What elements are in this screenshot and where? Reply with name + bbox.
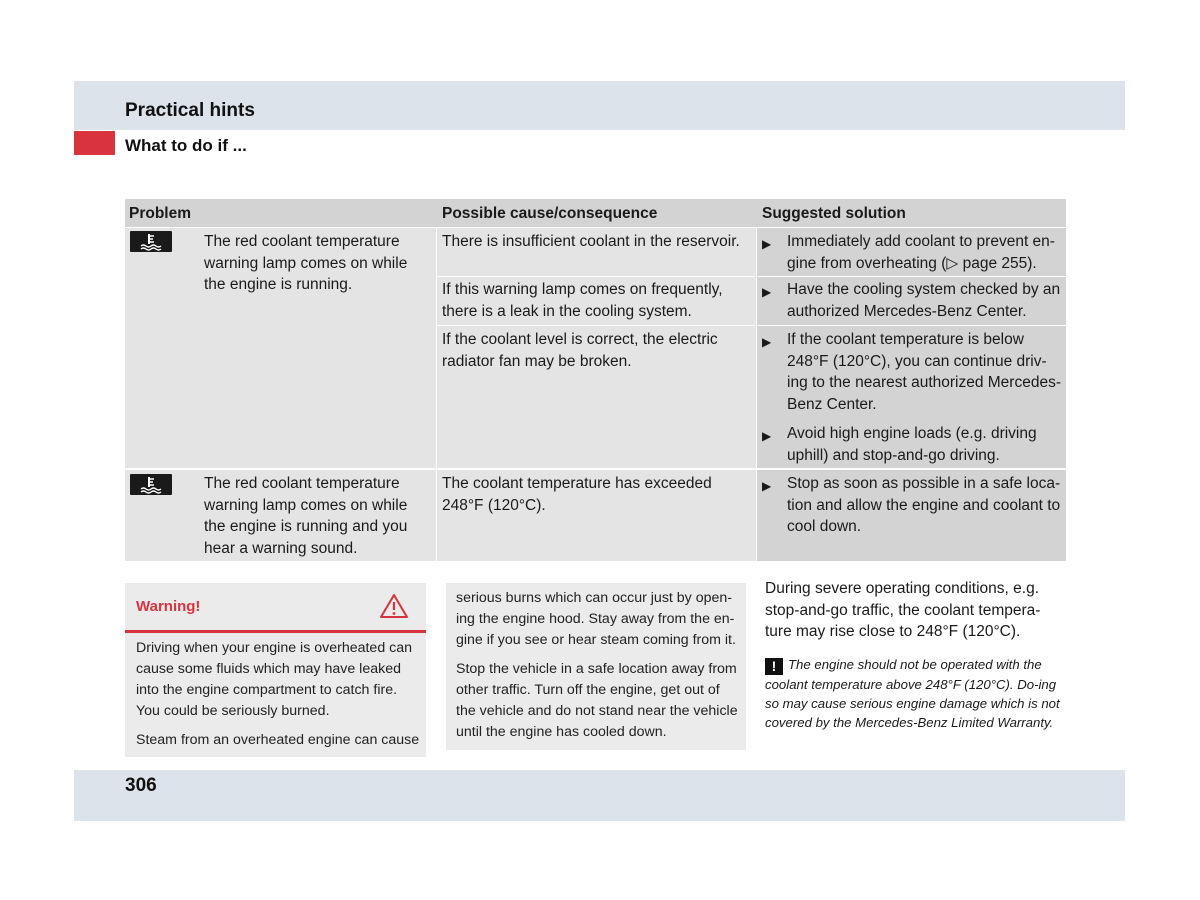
table-header [125, 199, 1066, 227]
bullet-icon: ▶ [762, 237, 772, 251]
page-number: 306 [125, 775, 157, 796]
section-title: Practical hints [125, 100, 255, 121]
cause-text: If the coolant level is correct, the electric radiator fan may be broken. [442, 331, 718, 370]
cause-cell [437, 470, 756, 561]
solution-text: Have the cooling system checked by an authorized Mercedes-Benz Center. [787, 281, 1061, 320]
notice-icon: ! [765, 658, 783, 675]
bullet-icon: ▶ [762, 285, 772, 299]
solution-cell [757, 326, 1066, 468]
notice-text: The engine should not be operated with the coolant temperature above 248°F (120°C). Do-ing so may cause serious engine damage which is not covered by the Mercedes-Benz Limited Warranty. [765, 657, 1060, 730]
solution-text: Immediately add coolant to prevent en-gine from overheating (▷ page 255). [787, 233, 1055, 272]
bullet-icon: ▶ [762, 335, 772, 349]
warning-paragraph: Steam from an overheated engine can cause [136, 732, 420, 748]
cause-text: The coolant temperature has exceeded 248°F (120°C). [442, 475, 712, 514]
coolant-temperature-icon [130, 474, 172, 495]
coolant-temperature-icon [130, 231, 172, 252]
solution-text: Avoid high engine loads (e.g. driving uphill) and stop-and-go driving. [787, 425, 1037, 464]
notice-paragraph [765, 655, 1065, 732]
warning-paragraph: Stop the vehicle in a safe location away from other traffic. Turn off the engine, get out of the vehicle and do not stand near the vehicle until the engine has cooled down. [456, 661, 738, 740]
solution-cell [757, 470, 1066, 561]
solution-cell [757, 228, 1066, 276]
warning-divider [125, 630, 426, 633]
cause-text: If this warning lamp comes on frequently, there is a leak in the cooling system. [442, 281, 723, 320]
subsection-title: What to do if ... [125, 136, 247, 155]
warning-box [125, 583, 426, 757]
warning-title: Warning! [136, 598, 201, 615]
section-marker [74, 131, 115, 155]
bullet-icon: ▶ [762, 429, 772, 443]
solution-text: Stop as soon as possible in a safe loca-tion and allow the engine and coolant to cool down. [787, 475, 1061, 535]
table-row-problem-cell [125, 228, 436, 468]
warning-triangle-icon [379, 593, 409, 624]
cause-cell [437, 228, 756, 276]
footer-band [74, 770, 1125, 821]
warning-paragraph: Driving when your engine is overheated can cause some fluids which may have leaked into the engine compartment to catch fire. You could be seriously burned. [136, 640, 413, 719]
warning-box-continued [446, 583, 746, 750]
header-problem: Problem [129, 205, 192, 222]
problem-text: The red coolant temperature warning lamp comes on while the engine is running. [204, 233, 408, 293]
header-solution: Suggested solution [762, 205, 906, 222]
cause-cell [437, 277, 756, 325]
bullet-icon: ▶ [762, 479, 772, 493]
header-cause: Possible cause/consequence [442, 205, 658, 222]
cause-cell [437, 326, 756, 468]
warning-paragraph: serious burns which can occur just by open-ing the engine hood. Stay away from the en-gine if you see or hear steam coming from it. [456, 590, 736, 648]
body-paragraph: During severe operating conditions, e.g. stop-and-go traffic, the coolant tempera-ture may rise close to 248°F (120°C). [765, 580, 1041, 640]
solution-text: If the coolant temperature is below 248°F (120°C), you can continue driv-ing to the nearest authorized Mercedes-Benz Center. [787, 331, 1061, 413]
solution-cell [757, 277, 1066, 325]
problem-text: The red coolant temperature warning lamp comes on while the engine is running and you hear a warning sound. [204, 475, 408, 557]
cause-text: There is insufficient coolant in the reservoir. [442, 233, 740, 250]
table-row-problem-cell [125, 470, 436, 561]
